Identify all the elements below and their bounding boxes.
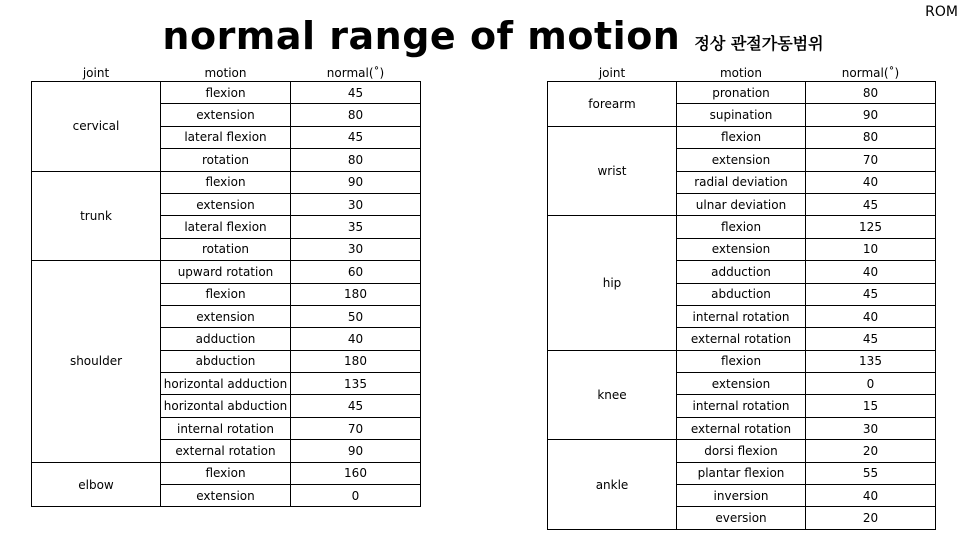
motion-cell: ulnar deviation	[677, 193, 806, 215]
table-row	[32, 261, 421, 283]
motion-cell: flexion	[161, 283, 291, 305]
motion-cell: upward rotation	[161, 261, 291, 283]
table-row	[32, 171, 421, 193]
normal-value-cell: 45	[291, 126, 421, 148]
table-row	[548, 440, 936, 462]
motion-cell: external rotation	[677, 417, 806, 439]
rom-table-right-body	[548, 82, 936, 530]
motion-cell: abduction	[161, 350, 291, 372]
normal-value-cell: 20	[806, 507, 936, 529]
motion-cell: rotation	[161, 149, 291, 171]
normal-value-cell: 45	[291, 82, 421, 104]
normal-value-cell: 0	[806, 373, 936, 395]
table-row	[548, 126, 936, 148]
normal-value-cell: 80	[806, 126, 936, 148]
motion-cell: lateral flexion	[161, 216, 291, 238]
table-header-row	[548, 64, 936, 82]
corner-label: ROM	[925, 4, 958, 20]
motion-cell: abduction	[677, 283, 806, 305]
motion-cell: inversion	[677, 485, 806, 507]
normal-value-cell: 40	[806, 261, 936, 283]
normal-value-cell: 30	[291, 238, 421, 260]
rom-table-left	[31, 64, 421, 507]
normal-value-cell: 60	[291, 261, 421, 283]
motion-cell: internal rotation	[677, 395, 806, 417]
normal-value-cell: 70	[291, 417, 421, 439]
header-motion: motion	[161, 64, 291, 82]
normal-value-cell: 20	[806, 440, 936, 462]
normal-value-cell: 45	[291, 395, 421, 417]
motion-cell: supination	[677, 104, 806, 126]
joint-cell: hip	[548, 216, 677, 350]
normal-value-cell: 40	[806, 485, 936, 507]
normal-value-cell: 40	[806, 305, 936, 327]
motion-cell: adduction	[677, 261, 806, 283]
normal-value-cell: 45	[806, 193, 936, 215]
table-row	[548, 350, 936, 372]
motion-cell: flexion	[677, 126, 806, 148]
table-row	[32, 82, 421, 104]
normal-value-cell: 125	[806, 216, 936, 238]
motion-cell: eversion	[677, 507, 806, 529]
table-row	[32, 462, 421, 484]
normal-value-cell: 30	[291, 193, 421, 215]
motion-cell: extension	[161, 305, 291, 327]
motion-cell: horizontal adduction	[161, 373, 291, 395]
normal-value-cell: 160	[291, 462, 421, 484]
normal-value-cell: 80	[291, 149, 421, 171]
normal-value-cell: 180	[291, 350, 421, 372]
motion-cell: extension	[677, 149, 806, 171]
normal-value-cell: 180	[291, 283, 421, 305]
joint-cell: cervical	[32, 82, 161, 172]
header-joint: joint	[32, 64, 161, 82]
normal-value-cell: 0	[291, 485, 421, 507]
motion-cell: extension	[161, 104, 291, 126]
normal-value-cell: 40	[291, 328, 421, 350]
motion-cell: extension	[677, 373, 806, 395]
title-row	[0, 10, 966, 62]
header-joint: joint	[548, 64, 677, 82]
motion-cell: adduction	[161, 328, 291, 350]
motion-cell: horizontal abduction	[161, 395, 291, 417]
motion-cell: rotation	[161, 238, 291, 260]
joint-cell: wrist	[548, 126, 677, 216]
normal-value-cell: 80	[291, 104, 421, 126]
normal-value-cell: 40	[806, 171, 936, 193]
normal-value-cell: 135	[291, 373, 421, 395]
page-title: normal range of motion	[162, 14, 681, 58]
motion-cell: extension	[161, 485, 291, 507]
rom-table-right	[547, 64, 936, 530]
motion-cell: internal rotation	[161, 417, 291, 439]
motion-cell: pronation	[677, 82, 806, 104]
motion-cell: external rotation	[161, 440, 291, 462]
header-motion: motion	[677, 64, 806, 82]
normal-value-cell: 90	[291, 440, 421, 462]
normal-value-cell: 45	[806, 283, 936, 305]
motion-cell: flexion	[161, 171, 291, 193]
joint-cell: knee	[548, 350, 677, 440]
table-header-row	[32, 64, 421, 82]
motion-cell: flexion	[677, 350, 806, 372]
normal-value-cell: 135	[806, 350, 936, 372]
joint-cell: forearm	[548, 82, 677, 127]
normal-value-cell: 90	[291, 171, 421, 193]
table-row	[548, 82, 936, 104]
joint-cell: ankle	[548, 440, 677, 530]
motion-cell: extension	[677, 238, 806, 260]
normal-value-cell: 10	[806, 238, 936, 260]
table-row	[548, 216, 936, 238]
motion-cell: dorsi flexion	[677, 440, 806, 462]
normal-value-cell: 30	[806, 417, 936, 439]
motion-cell: external rotation	[677, 328, 806, 350]
motion-cell: flexion	[161, 462, 291, 484]
motion-cell: lateral flexion	[161, 126, 291, 148]
normal-value-cell: 80	[806, 82, 936, 104]
motion-cell: flexion	[677, 216, 806, 238]
normal-value-cell: 90	[806, 104, 936, 126]
normal-value-cell: 70	[806, 149, 936, 171]
header-normal: normal(˚)	[806, 64, 936, 82]
normal-value-cell: 50	[291, 305, 421, 327]
normal-value-cell: 35	[291, 216, 421, 238]
normal-value-cell: 45	[806, 328, 936, 350]
motion-cell: flexion	[161, 82, 291, 104]
motion-cell: plantar flexion	[677, 462, 806, 484]
normal-value-cell: 55	[806, 462, 936, 484]
header-normal: normal(˚)	[291, 64, 421, 82]
normal-value-cell: 15	[806, 395, 936, 417]
page-subtitle: 정상 관절가동범위	[694, 34, 824, 53]
motion-cell: radial deviation	[677, 171, 806, 193]
joint-cell: shoulder	[32, 261, 161, 463]
joint-cell: trunk	[32, 171, 161, 261]
motion-cell: extension	[161, 193, 291, 215]
joint-cell: elbow	[32, 462, 161, 507]
motion-cell: internal rotation	[677, 305, 806, 327]
rom-table-left-body	[32, 82, 421, 507]
